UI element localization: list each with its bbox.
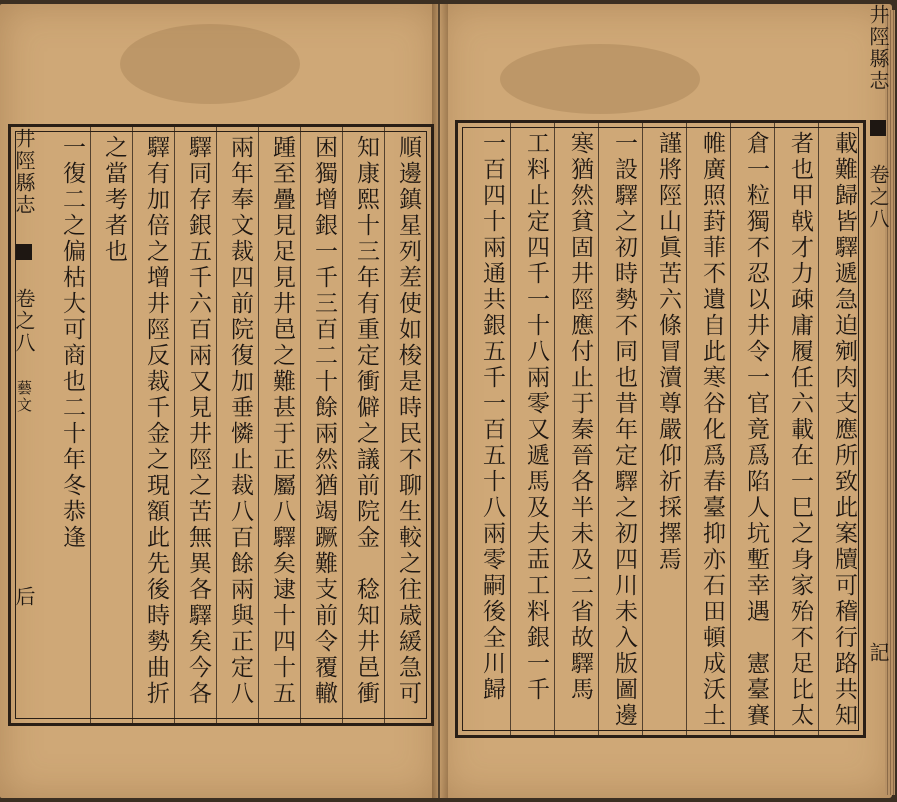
left-column-rule <box>174 127 175 723</box>
right-column-rule <box>510 123 511 735</box>
right-column-8: 工料止定四千一十八兩零又遞馬及夫㿻工料銀一千 <box>523 131 549 703</box>
left-margin-strip <box>10 128 39 708</box>
right-column-rule <box>642 123 643 735</box>
right-margin-volume: 卷之八 <box>866 164 890 230</box>
paper-stain <box>500 44 700 114</box>
left-text-block <box>8 124 434 726</box>
right-column-6: 一設驛之初時勢不同也昔年定驛之初四川未入版圖邊 <box>611 131 637 729</box>
left-column-1: 順邊鎮星列差使如梭是時民不聊生較之往歳緩急可 <box>395 135 421 707</box>
right-column-5: 謹將陘山眞苦六條冒瀆尊嚴仰祈採擇焉 <box>655 131 681 573</box>
left-column-3: 困獨增銀一千三百二十餘兩然猶竭蹶難支前令覆轍 <box>311 135 337 707</box>
right-text-block <box>455 120 866 738</box>
right-column-rule <box>686 123 687 735</box>
fishtail-mark <box>16 244 32 260</box>
right-column-2: 者也甲戟才力疎庸履任六載在一巳之身家殆不足比太 <box>787 131 813 729</box>
left-column-2: 知康熙十三年有重定衝僻之議前院金 稔知井邑衝 <box>353 135 379 707</box>
right-margin-note: 記 <box>866 642 890 664</box>
left-column-9: 一復二之偏枯大可商也二十年冬恭逢 <box>59 135 85 551</box>
right-margin-title: 井陘縣志 <box>866 4 890 92</box>
left-column-6: 驛同存銀五千六百兩又見井陘之苦無異各驛矣今各 <box>185 135 211 707</box>
left-column-rule <box>300 127 301 723</box>
left-column-8: 之當考者也 <box>101 135 127 265</box>
left-column-rule <box>216 127 217 723</box>
right-column-9: 一百四十兩通共銀五千一百五十八兩零嗣後全川歸 <box>479 131 505 703</box>
right-column-rule <box>774 123 775 735</box>
fishtail-mark <box>870 120 886 136</box>
left-column-rule <box>342 127 343 723</box>
left-margin-folio: 后 <box>12 586 36 608</box>
left-column-4: 踵至疊見足見井邑之難甚于正屬八驛矣逮十四十五 <box>269 135 295 707</box>
paper-stain <box>120 24 300 104</box>
right-column-7: 寒猶然貧固井陘應付止于秦晉各半未及二省故驛馬 <box>567 131 593 703</box>
left-column-rule <box>90 127 91 723</box>
left-column-rule <box>132 127 133 723</box>
left-column-5: 兩年奉文裁四前院復加垂憐止裁八百餘兩與正定八 <box>227 135 253 707</box>
right-column-rule <box>818 123 819 735</box>
right-column-4: 帷廣照葑菲不遺自此寒谷化爲春臺抑亦石田頓成沃土 <box>699 131 725 729</box>
left-margin-section: 藝文 <box>15 380 33 414</box>
left-margin-title: 井陘縣志 <box>12 128 36 216</box>
left-column-rule <box>258 127 259 723</box>
right-column-1: 載難歸皆驛遞急迫剜肉支應所致此案牘可稽行路共知 <box>831 131 857 729</box>
right-column-rule <box>598 123 599 735</box>
right-column-rule <box>730 123 731 735</box>
left-column-7: 驛有加倍之增井陘反裁千金之現額此先後時勢曲折 <box>143 135 169 707</box>
left-column-rule <box>384 127 385 723</box>
right-margin-strip <box>864 4 893 664</box>
right-column-rule <box>554 123 555 735</box>
left-margin-volume: 卷之八 <box>12 288 36 354</box>
right-column-3: 倉一粒獨不忍以井令一官竟爲陷人坑塹幸遇 憲臺賽 <box>743 131 769 729</box>
book-gutter <box>432 4 448 798</box>
